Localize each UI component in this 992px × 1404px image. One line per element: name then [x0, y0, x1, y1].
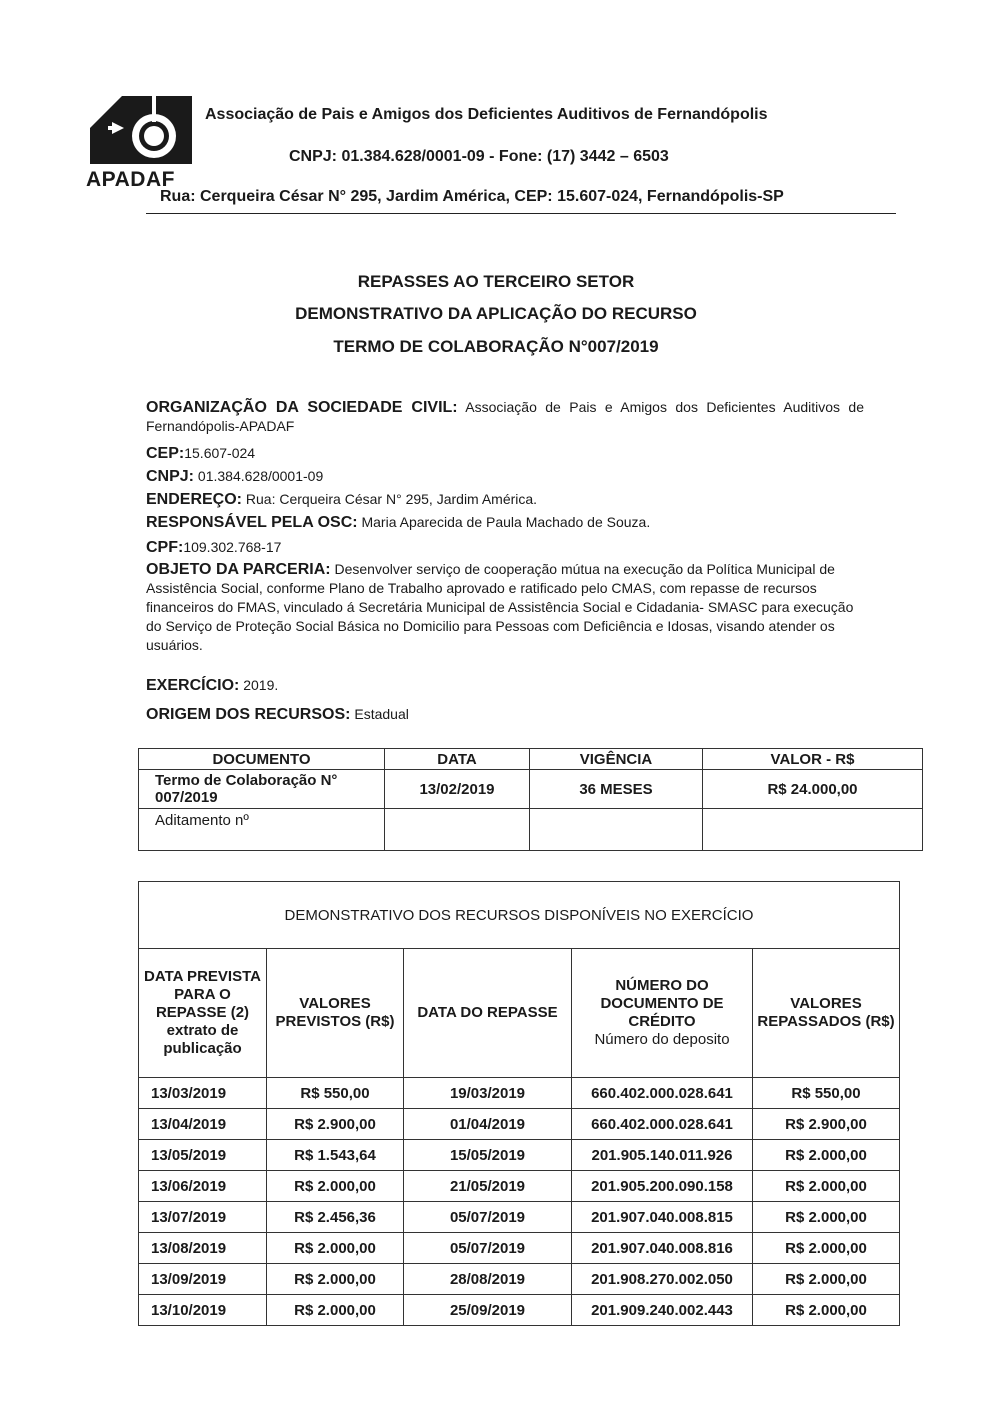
cell-valor-repassado: R$ 2.000,00: [753, 1171, 900, 1202]
cell-numero-deposito: 201.908.270.002.050: [572, 1264, 753, 1295]
field-osc: [146, 398, 864, 436]
table-row: [139, 809, 923, 851]
endereco-label: ENDEREÇO:: [146, 491, 243, 508]
resources-table: [138, 881, 900, 1326]
cell-empty: [703, 809, 923, 851]
cell-data-prevista: 13/03/2019: [139, 1078, 267, 1109]
cell-numero-deposito: 201.909.240.002.443: [572, 1295, 753, 1326]
field-cnpj: [146, 467, 323, 486]
cell-vigencia: 36 MESES: [530, 770, 703, 809]
cell-data-prevista: 13/08/2019: [139, 1233, 267, 1264]
endereco-value: Rua: Cerqueira César N° 295, Jardim América.: [245, 491, 538, 507]
table-row: [139, 1109, 900, 1140]
cell-data-prevista: 13/05/2019: [139, 1140, 267, 1171]
field-cep: [146, 444, 255, 463]
cnpj-phone: CNPJ: 01.384.628/0001-09 - Fone: (17) 3442 – 6503: [289, 148, 669, 165]
table-row: [139, 1171, 900, 1202]
cell-data: 13/02/2019: [385, 770, 530, 809]
table-row: [139, 1202, 900, 1233]
document-table: [138, 748, 923, 851]
table-row: [139, 1140, 900, 1171]
cell-data-repasse: 05/07/2019: [404, 1233, 572, 1264]
cell-empty: [385, 809, 530, 851]
resources-header: [139, 949, 900, 1078]
cell-numero-deposito: 201.907.040.008.815: [572, 1202, 753, 1233]
resp-value: Maria Aparecida de Paula Machado de Souza.: [361, 514, 651, 530]
cell-numero-deposito: 660.402.000.028.641: [572, 1078, 753, 1109]
cell-numero-deposito: 201.905.140.011.926: [572, 1140, 753, 1171]
cell-data-repasse: 19/03/2019: [404, 1078, 572, 1109]
resp-label: RESPONSÁVEL PELA OSC:: [146, 514, 358, 531]
cell-data-repasse: 25/09/2019: [404, 1295, 572, 1326]
cell-valor: R$ 24.000,00: [703, 770, 923, 809]
cell-documento: Termo de Colaboração N° 007/2019: [139, 770, 385, 809]
cell-aditamento: Aditamento nº: [139, 809, 385, 851]
cell-valor-previsto: R$ 2.000,00: [267, 1233, 404, 1264]
cell-valor-previsto: R$ 550,00: [267, 1078, 404, 1109]
table-row: [139, 1264, 900, 1295]
col-numero-documento: [572, 949, 753, 1078]
col-data-repasse: DATA DO REPASSE: [404, 949, 572, 1078]
cell-valor-repassado: R$ 2.000,00: [753, 1264, 900, 1295]
cell-data-repasse: 28/08/2019: [404, 1264, 572, 1295]
col-documento: DOCUMENTO: [139, 749, 385, 770]
osc-value: Associação de Pais e Amigos dos Deficientes Auditivos de Fernandópolis-APADAF: [146, 399, 865, 434]
cell-valor-repassado: R$ 2.000,00: [753, 1295, 900, 1326]
origem-label: ORIGEM DOS RECURSOS:: [146, 706, 351, 723]
col-numero-documento-title: NÚMERO DO DOCUMENTO DE CRÉDITO: [600, 977, 724, 1030]
table-row: [139, 1233, 900, 1264]
field-exercicio: [146, 676, 278, 695]
cnpj-label: CNPJ:: [146, 468, 195, 485]
objeto-value: Desenvolver serviço de cooperação mútua na execução da Política Municipal de Assistência Social, conforme Plano de Trabalho aprovado e ratificado pelo CMAS, com repasse de recursos financeiros do FMAS, vinculado á Secretária Municipal de Assistência Social e Cidadania- SMASC para execução do Serviço de Proteção Social Básica no Domicilio para Pessoas com Deficiência e Idosas, visando atender os usuários.: [146, 561, 854, 653]
table-row: [139, 1295, 900, 1326]
cell-data-prevista: 13/04/2019: [139, 1109, 267, 1140]
table-row: [139, 1078, 900, 1109]
cell-data-repasse: 05/07/2019: [404, 1202, 572, 1233]
objeto-label: OBJETO DA PARCERIA:: [146, 561, 331, 578]
title-2: DEMONSTRATIVO DA APLICAÇÃO DO RECURSO: [295, 304, 697, 323]
field-cpf: [146, 538, 281, 557]
address: Rua: Cerqueira César N° 295, Jardim América, CEP: 15.607-024, Fernandópolis-SP: [160, 188, 784, 205]
header-divider: [146, 213, 896, 214]
cell-data-prevista: 13/06/2019: [139, 1171, 267, 1202]
cell-numero-deposito: 660.402.000.028.641: [572, 1109, 753, 1140]
cell-data-prevista: 13/09/2019: [139, 1264, 267, 1295]
cell-valor-previsto: R$ 2.900,00: [267, 1109, 404, 1140]
cell-valor-previsto: R$ 2.000,00: [267, 1295, 404, 1326]
field-objeto: [146, 560, 864, 655]
cell-data-repasse: 01/04/2019: [404, 1109, 572, 1140]
field-responsavel: [146, 513, 650, 532]
cell-data-repasse: 21/05/2019: [404, 1171, 572, 1202]
resources-caption: DEMONSTRATIVO DOS RECURSOS DISPONÍVEIS NO EXERCÍCIO: [139, 882, 900, 949]
logo-text: APADAF: [86, 168, 175, 191]
title-1: REPASSES AO TERCEIRO SETOR: [357, 272, 635, 291]
cell-valor-repassado: R$ 550,00: [753, 1078, 900, 1109]
cell-valor-repassado: R$ 2.900,00: [753, 1109, 900, 1140]
cell-valor-previsto: R$ 1.543,64: [267, 1140, 404, 1171]
col-valores-repassados: VALORES REPASSADOS (R$): [753, 949, 900, 1078]
cpf-value: 109.302.768-17: [183, 539, 282, 555]
cell-data-repasse: 15/05/2019: [404, 1140, 572, 1171]
cep-value: 15.607-024: [184, 445, 256, 461]
cell-valor-previsto: R$ 2.000,00: [267, 1171, 404, 1202]
cpf-label: CPF:: [146, 539, 184, 556]
origem-value: Estadual: [354, 706, 409, 722]
cell-valor-previsto: R$ 2.000,00: [267, 1264, 404, 1295]
col-vigencia: VIGÊNCIA: [530, 749, 703, 770]
col-data: DATA: [385, 749, 530, 770]
cell-empty: [530, 809, 703, 851]
cell-valor-repassado: R$ 2.000,00: [753, 1202, 900, 1233]
cell-valor-repassado: R$ 2.000,00: [753, 1140, 900, 1171]
exercicio-value: 2019.: [243, 677, 279, 693]
cell-data-prevista: 13/07/2019: [139, 1202, 267, 1233]
col-numero-deposito: Número do deposito: [594, 1031, 730, 1048]
cnpj-value: 01.384.628/0001-09: [197, 468, 324, 484]
cell-valor-repassado: R$ 2.000,00: [753, 1233, 900, 1264]
title-3: TERMO DE COLABORAÇÃO N°007/2019: [333, 337, 659, 356]
document-table-header: [139, 749, 923, 770]
org-name: Associação de Pais e Amigos dos Deficientes Auditivos de Fernandópolis: [205, 106, 768, 123]
table-row: [139, 770, 923, 809]
exercicio-label: EXERCÍCIO:: [146, 677, 240, 694]
field-origem: [146, 705, 409, 724]
cep-label: CEP:: [146, 445, 185, 462]
cell-numero-deposito: 201.905.200.090.158: [572, 1171, 753, 1202]
cell-numero-deposito: 201.907.040.008.816: [572, 1233, 753, 1264]
osc-label: ORGANIZAÇÃO DA SOCIEDADE CIVIL:: [146, 399, 458, 416]
cell-valor-previsto: R$ 2.456,36: [267, 1202, 404, 1233]
col-valores-previstos: VALORES PREVISTOS (R$): [267, 949, 404, 1078]
col-valor: VALOR - R$: [703, 749, 923, 770]
field-endereco: [146, 490, 537, 509]
col-data-prevista: DATA PREVISTA PARA O REPASSE (2) extrato de publicação: [139, 949, 267, 1078]
cell-data-prevista: 13/10/2019: [139, 1295, 267, 1326]
resources-caption-row: [139, 882, 900, 949]
